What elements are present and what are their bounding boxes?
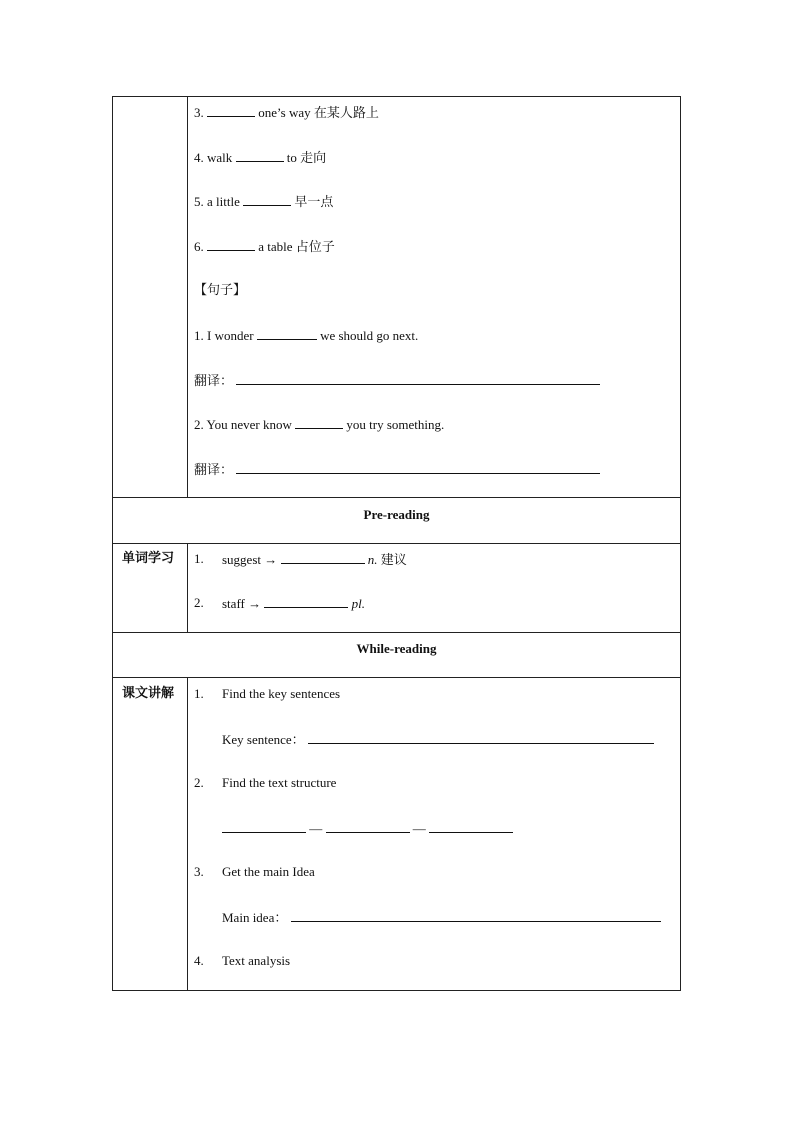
translation-row-2 bbox=[194, 461, 600, 479]
structure-row bbox=[222, 820, 513, 837]
phrase-item-4 bbox=[194, 149, 326, 167]
phrase-item-6 bbox=[194, 238, 335, 256]
pre-reading-title: Pre-reading bbox=[363, 507, 430, 522]
phrase-text: a table bbox=[258, 239, 293, 254]
part-of-speech: n. bbox=[367, 552, 378, 567]
worksheet-table bbox=[112, 96, 681, 991]
table-border-bottom bbox=[112, 990, 681, 991]
item-number: 3. bbox=[194, 864, 204, 879]
text-explanation-label: 课文讲解 bbox=[122, 686, 175, 701]
structure-blank[interactable] bbox=[326, 820, 410, 833]
chinese-meaning: 在某人路上 bbox=[313, 106, 379, 121]
sentence-item-1 bbox=[194, 327, 418, 344]
key-sentence-label: Key sentence： bbox=[222, 732, 305, 747]
item-number: 4. bbox=[194, 150, 204, 165]
vocab-item-1-body bbox=[222, 551, 407, 569]
item-number: 2. bbox=[194, 417, 204, 432]
phrase-text: one’s way bbox=[258, 105, 311, 120]
task-text: Find the key sentences bbox=[222, 686, 341, 701]
row-divider bbox=[112, 677, 681, 678]
task-text: Get the main Idea bbox=[222, 864, 315, 879]
fill-blank[interactable] bbox=[236, 149, 284, 162]
structure-blank[interactable] bbox=[222, 820, 306, 833]
item-number: 1. bbox=[194, 686, 204, 701]
item-number: 1. bbox=[194, 551, 204, 566]
fill-blank[interactable] bbox=[264, 595, 348, 608]
chinese-meaning: 早一点 bbox=[294, 195, 334, 210]
separator-dash: — bbox=[309, 821, 323, 836]
sentence-section-header: 【句子】 bbox=[194, 283, 247, 298]
chinese-meaning: 占位子 bbox=[295, 240, 335, 255]
main-idea-blank[interactable] bbox=[291, 909, 661, 922]
chinese-meaning: 走向 bbox=[300, 151, 327, 166]
separator-dash: — bbox=[412, 821, 426, 836]
item-number: 6. bbox=[194, 239, 204, 254]
translation-row-1 bbox=[194, 372, 600, 390]
vocab-word: staff → bbox=[222, 596, 262, 611]
table-border-top bbox=[112, 96, 681, 97]
sentence-item-2 bbox=[194, 416, 444, 433]
row-divider bbox=[112, 497, 681, 498]
phrase-item-3 bbox=[194, 104, 379, 122]
column-divider bbox=[187, 543, 188, 632]
item-number: 2. bbox=[194, 775, 204, 790]
vocab-item-2 bbox=[194, 595, 204, 611]
sentence-text: you try something. bbox=[346, 417, 445, 432]
item-number: 5. bbox=[194, 194, 204, 209]
sentence-text: I wonder bbox=[207, 328, 254, 343]
main-idea-label: Main idea： bbox=[222, 910, 288, 925]
sentence-text: we should go next. bbox=[320, 328, 419, 343]
column-divider bbox=[187, 677, 188, 991]
phrase-text: walk bbox=[207, 150, 233, 165]
row-divider bbox=[112, 632, 681, 633]
vocab-word: suggest → bbox=[222, 552, 278, 567]
chinese-meaning: 建议 bbox=[380, 553, 407, 568]
item-number: 3. bbox=[194, 105, 204, 120]
fill-blank[interactable] bbox=[257, 327, 317, 340]
while-reading-title: While-reading bbox=[356, 641, 437, 656]
key-sentence-blank[interactable] bbox=[308, 731, 654, 744]
translate-label: 翻译： bbox=[194, 374, 234, 389]
fill-blank[interactable] bbox=[281, 551, 365, 564]
translation-blank[interactable] bbox=[236, 372, 600, 385]
fill-blank[interactable] bbox=[207, 104, 255, 117]
fill-blank[interactable] bbox=[295, 416, 343, 429]
translate-label: 翻译： bbox=[194, 463, 234, 478]
vocabulary-label: 单词学习 bbox=[122, 551, 175, 566]
phrase-item-5 bbox=[194, 193, 333, 211]
sentence-text: You never know bbox=[206, 417, 292, 432]
translation-blank[interactable] bbox=[236, 461, 600, 474]
key-sentence-row bbox=[222, 731, 654, 748]
item-number: 1. bbox=[194, 328, 204, 343]
vocab-item-2-body bbox=[222, 595, 365, 612]
row-divider bbox=[112, 543, 681, 544]
structure-blank[interactable] bbox=[429, 820, 513, 833]
column-divider bbox=[187, 96, 188, 497]
item-number: 4. bbox=[194, 953, 204, 968]
task-text: Text analysis bbox=[222, 953, 291, 968]
main-idea-row bbox=[222, 909, 661, 926]
item-number: 2. bbox=[194, 595, 204, 610]
phrase-text: a little bbox=[207, 194, 240, 209]
task-text: Find the text structure bbox=[222, 775, 337, 790]
phrase-text: to bbox=[286, 150, 297, 165]
fill-blank[interactable] bbox=[207, 238, 255, 251]
part-of-speech: pl. bbox=[351, 596, 365, 611]
fill-blank[interactable] bbox=[243, 193, 291, 206]
vocab-item-1 bbox=[194, 551, 204, 567]
